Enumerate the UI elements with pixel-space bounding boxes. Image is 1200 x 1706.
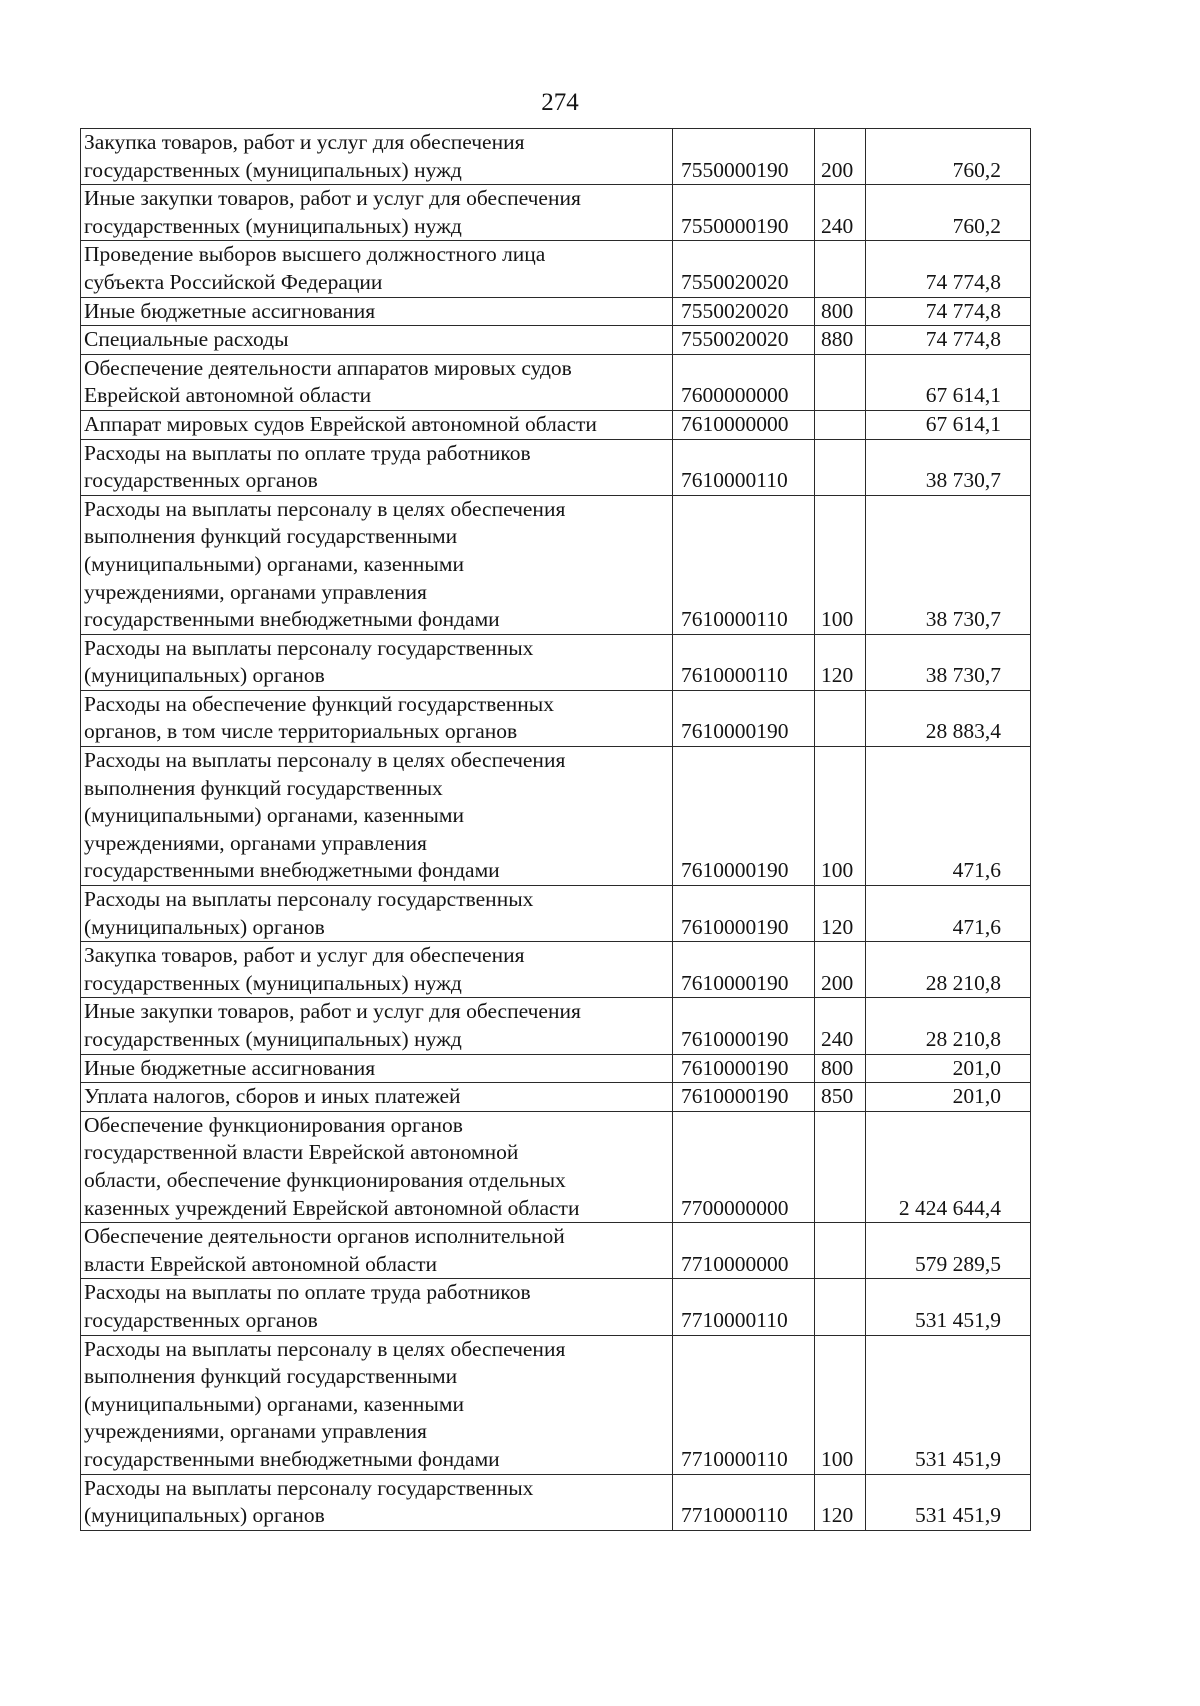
table-row (81, 241, 1031, 297)
row-type-cell: 880 (815, 326, 866, 355)
table-row (81, 1279, 1031, 1335)
row-code-cell: 7610000190 (673, 1054, 815, 1083)
table-row (81, 747, 1031, 886)
row-amount-cell: 471,6 (866, 886, 1031, 942)
row-name-cell: Расходы на обеспечение функций государственных органов, в том числе территориальных органов (81, 690, 673, 746)
row-amount-cell: 2 424 644,4 (866, 1111, 1031, 1222)
budget-table (80, 128, 1031, 1531)
row-name-cell: Иные закупки товаров, работ и услуг для обеспечения государственных (муниципальных) нужд (81, 998, 673, 1054)
row-code-cell: 7610000110 (673, 439, 815, 495)
row-type-cell (815, 354, 866, 410)
row-type-cell: 120 (815, 1474, 866, 1530)
row-type-cell (815, 241, 866, 297)
row-amount-cell: 531 451,9 (866, 1335, 1031, 1474)
row-code-cell: 7550000190 (673, 129, 815, 185)
row-code-cell: 7610000110 (673, 495, 815, 634)
row-amount-cell: 28 210,8 (866, 942, 1031, 998)
row-type-cell (815, 690, 866, 746)
row-code-cell: 7550020020 (673, 241, 815, 297)
table-row (81, 690, 1031, 746)
row-code-cell: 7610000190 (673, 690, 815, 746)
table-row (81, 886, 1031, 942)
row-type-cell: 120 (815, 886, 866, 942)
row-name-cell: Расходы на выплаты персоналу в целях обеспечения выполнения функций государственных (муниципальными) органами, казенными учреждениями, органами управления государственными внебюджетными фондами (81, 747, 673, 886)
row-amount-cell: 38 730,7 (866, 634, 1031, 690)
row-amount-cell: 74 774,8 (866, 326, 1031, 355)
row-type-cell: 240 (815, 998, 866, 1054)
row-code-cell: 7550020020 (673, 297, 815, 326)
row-name-cell: Закупка товаров, работ и услуг для обеспечения государственных (муниципальных) нужд (81, 129, 673, 185)
row-code-cell: 7700000000 (673, 1111, 815, 1222)
row-amount-cell: 531 451,9 (866, 1474, 1031, 1530)
row-name-cell: Закупка товаров, работ и услуг для обеспечения государственных (муниципальных) нужд (81, 942, 673, 998)
row-type-cell: 200 (815, 942, 866, 998)
row-type-cell: 800 (815, 297, 866, 326)
row-code-cell: 7710000000 (673, 1223, 815, 1279)
row-type-cell (815, 1279, 866, 1335)
row-amount-cell: 38 730,7 (866, 495, 1031, 634)
row-name-cell: Расходы на выплаты персоналу государственных (муниципальных) органов (81, 886, 673, 942)
table-row (81, 1474, 1031, 1530)
row-code-cell: 7610000110 (673, 634, 815, 690)
row-type-cell: 800 (815, 1054, 866, 1083)
row-name-cell: Расходы на выплаты персоналу государственных (муниципальных) органов (81, 634, 673, 690)
row-amount-cell: 28 883,4 (866, 690, 1031, 746)
row-name-cell: Уплата налогов, сборов и иных платежей (81, 1083, 673, 1112)
row-type-cell (815, 410, 866, 439)
row-name-cell: Обеспечение функционирования органов государственной власти Еврейской автономной области, обеспечение функционирования отдельных казенных учреждений Еврейской автономной области (81, 1111, 673, 1222)
row-code-cell: 7610000190 (673, 942, 815, 998)
row-name-cell: Расходы на выплаты по оплате труда работников государственных органов (81, 1279, 673, 1335)
row-name-cell: Проведение выборов высшего должностного лица субъекта Российской Федерации (81, 241, 673, 297)
table-row (81, 410, 1031, 439)
table-row (81, 1083, 1031, 1112)
row-code-cell: 7610000000 (673, 410, 815, 439)
row-amount-cell: 28 210,8 (866, 998, 1031, 1054)
row-amount-cell: 38 730,7 (866, 439, 1031, 495)
row-name-cell: Обеспечение деятельности аппаратов мировых судов Еврейской автономной области (81, 354, 673, 410)
table-row (81, 495, 1031, 634)
row-amount-cell: 74 774,8 (866, 297, 1031, 326)
row-amount-cell: 201,0 (866, 1083, 1031, 1112)
table-row (81, 354, 1031, 410)
table-row (81, 1223, 1031, 1279)
table-row (81, 326, 1031, 355)
row-type-cell: 100 (815, 1335, 866, 1474)
row-code-cell: 7610000190 (673, 886, 815, 942)
row-type-cell: 120 (815, 634, 866, 690)
table-row (81, 1054, 1031, 1083)
table-row (81, 634, 1031, 690)
table-row (81, 942, 1031, 998)
table-row (81, 129, 1031, 185)
table-body (81, 129, 1031, 1531)
row-type-cell: 850 (815, 1083, 866, 1112)
row-code-cell: 7710000110 (673, 1335, 815, 1474)
row-name-cell: Обеспечение деятельности органов исполнительной власти Еврейской автономной области (81, 1223, 673, 1279)
row-code-cell: 7610000190 (673, 998, 815, 1054)
row-amount-cell: 67 614,1 (866, 410, 1031, 439)
table-row (81, 1335, 1031, 1474)
row-code-cell: 7600000000 (673, 354, 815, 410)
row-type-cell (815, 439, 866, 495)
row-name-cell: Специальные расходы (81, 326, 673, 355)
row-amount-cell: 67 614,1 (866, 354, 1031, 410)
row-type-cell: 240 (815, 185, 866, 241)
row-amount-cell: 471,6 (866, 747, 1031, 886)
row-amount-cell: 579 289,5 (866, 1223, 1031, 1279)
row-name-cell: Расходы на выплаты персоналу государственных (муниципальных) органов (81, 1474, 673, 1530)
row-code-cell: 7710000110 (673, 1474, 815, 1530)
row-type-cell: 100 (815, 747, 866, 886)
row-name-cell: Расходы на выплаты персоналу в целях обеспечения выполнения функций государственными (муниципальными) органами, казенными учреждениями, органами управления государственными внебюджетными фондами (81, 495, 673, 634)
row-type-cell (815, 1111, 866, 1222)
row-name-cell: Иные бюджетные ассигнования (81, 1054, 673, 1083)
row-amount-cell: 531 451,9 (866, 1279, 1031, 1335)
row-name-cell: Иные закупки товаров, работ и услуг для обеспечения государственных (муниципальных) нужд (81, 185, 673, 241)
row-name-cell: Аппарат мировых судов Еврейской автономной области (81, 410, 673, 439)
table-row (81, 998, 1031, 1054)
row-type-cell: 100 (815, 495, 866, 634)
row-type-cell: 200 (815, 129, 866, 185)
row-name-cell: Иные бюджетные ассигнования (81, 297, 673, 326)
table-row (81, 297, 1031, 326)
table-row (81, 439, 1031, 495)
page-number: 274 (541, 89, 579, 116)
row-code-cell: 7610000190 (673, 747, 815, 886)
table-row (81, 185, 1031, 241)
row-code-cell: 7550020020 (673, 326, 815, 355)
row-name-cell: Расходы на выплаты по оплате труда работников государственных органов (81, 439, 673, 495)
row-type-cell (815, 1223, 866, 1279)
table-row (81, 1111, 1031, 1222)
row-name-cell: Расходы на выплаты персоналу в целях обеспечения выполнения функций государственными (муниципальными) органами, казенными учреждениями, органами управления государственными внебюджетными фондами (81, 1335, 673, 1474)
row-code-cell: 7610000190 (673, 1083, 815, 1112)
row-code-cell: 7710000110 (673, 1279, 815, 1335)
row-amount-cell: 760,2 (866, 129, 1031, 185)
row-amount-cell: 760,2 (866, 185, 1031, 241)
row-code-cell: 7550000190 (673, 185, 815, 241)
row-amount-cell: 74 774,8 (866, 241, 1031, 297)
row-amount-cell: 201,0 (866, 1054, 1031, 1083)
